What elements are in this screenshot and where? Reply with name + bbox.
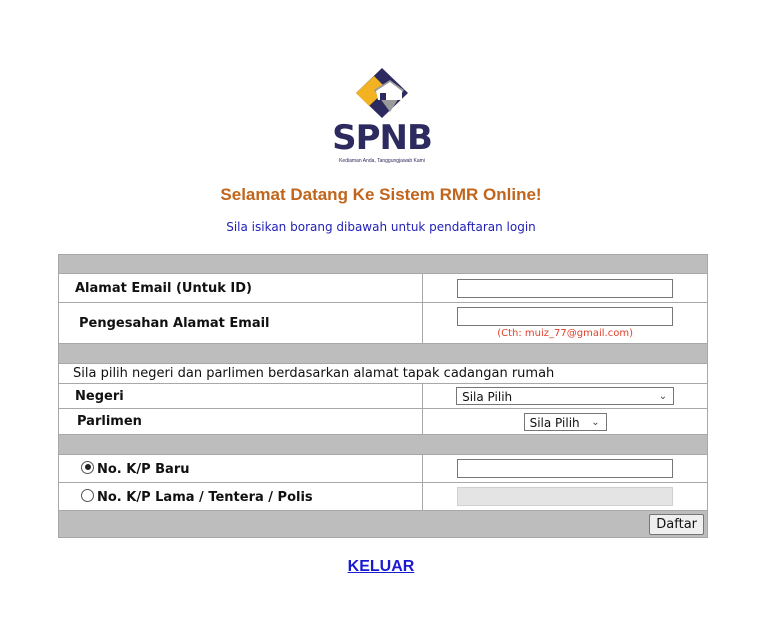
negeri-row [59, 384, 708, 409]
confirm-email-label: Pengesahan Alamat Email [59, 303, 423, 344]
kp-baru-row [59, 455, 708, 483]
kp-baru-label: No. K/P Baru [97, 461, 190, 477]
confirm-email-row [59, 303, 708, 344]
confirm-email-input[interactable] [457, 307, 673, 326]
kp-lama-label: No. K/P Lama / Tentera / Polis [97, 489, 313, 505]
brand-tagline: Kediaman Anda, Tanggungjawab Kami [339, 158, 425, 164]
parlimen-label: Parlimen [59, 409, 423, 435]
negeri-selected-value: Sila Pilih [462, 390, 513, 404]
parlimen-row [59, 409, 708, 435]
kp-lama-radio[interactable] [81, 489, 94, 502]
kp-baru-input[interactable] [457, 459, 673, 478]
email-input[interactable] [457, 279, 673, 298]
keluar-link[interactable]: KELUAR [347, 558, 415, 575]
form-instruction: Sila isikan borang dibawah untuk pendaftaran login [226, 220, 536, 234]
daftar-button[interactable]: Daftar [649, 514, 704, 535]
section-bar [59, 344, 708, 364]
submit-row [59, 511, 708, 538]
negeri-select[interactable] [456, 387, 674, 405]
parlimen-selected-value: Sila Pilih [529, 415, 580, 430]
section-bar [59, 255, 708, 274]
email-label: Alamat Email (Untuk ID) [59, 274, 423, 303]
welcome-title: Selamat Datang Ke Sistem RMR Online! [220, 185, 542, 204]
exit-link-wrap [0, 556, 762, 576]
kp-baru-radio[interactable] [81, 461, 94, 474]
chevron-down-icon: ⌄ [658, 391, 668, 402]
location-note: Sila pilih negeri dan parlimen berdasarkan alamat tapak cadangan rumah [59, 364, 708, 384]
kp-lama-input [457, 487, 673, 506]
kp-lama-row [59, 483, 708, 511]
email-row [59, 274, 708, 303]
chevron-down-icon: ⌄ [591, 416, 600, 428]
negeri-label: Negeri [59, 384, 423, 409]
location-note-row [59, 364, 708, 384]
parlimen-select[interactable] [524, 413, 607, 431]
section-bar [59, 435, 708, 455]
email-example-hint: (Cth: muiz_77@gmail.com) [497, 328, 633, 339]
spnb-house-logo-icon [330, 66, 434, 118]
registration-form [58, 254, 708, 538]
brand-name: SPNB [332, 118, 432, 158]
